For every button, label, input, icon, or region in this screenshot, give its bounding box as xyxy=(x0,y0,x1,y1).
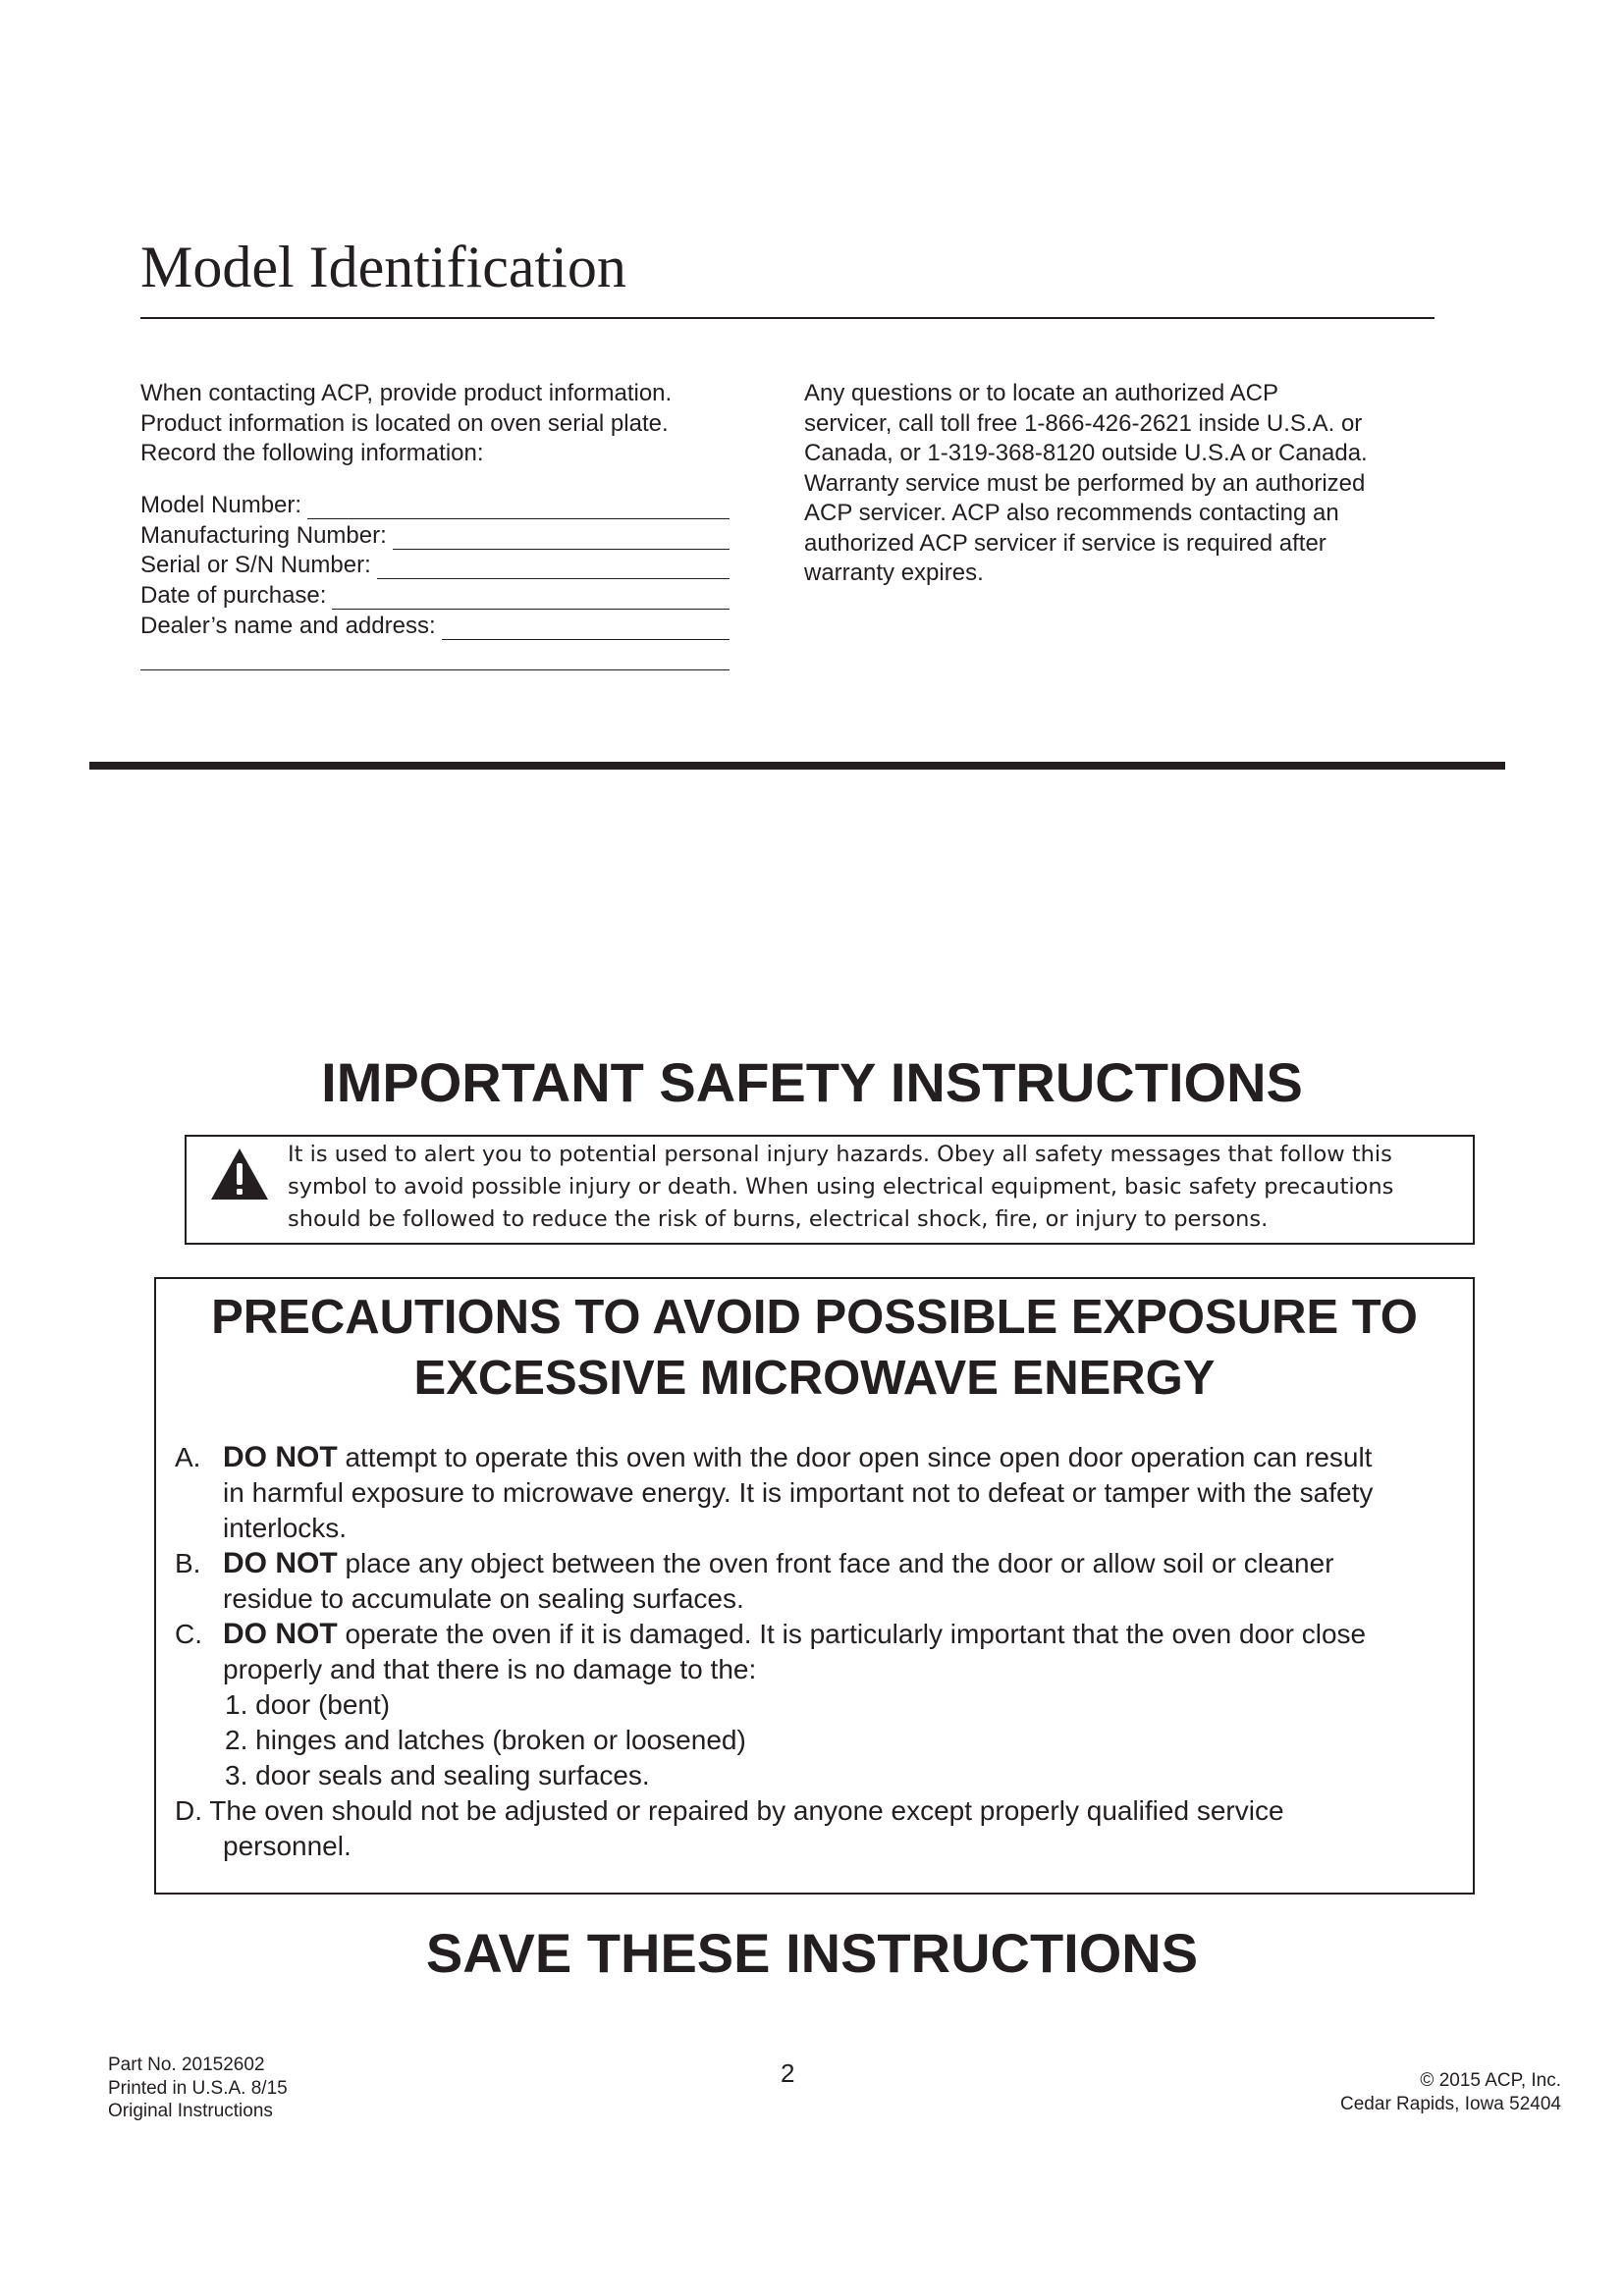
service-line: authorized ACP servicer if service is required after xyxy=(804,529,1326,557)
do-not-emphasis: DO NOT xyxy=(223,1547,338,1579)
record-fields xyxy=(140,489,730,670)
service-line: Canada, or 1-319-368-8120 outside U.S.A or Canada. xyxy=(804,440,1368,466)
footer-line: Printed in U.S.A. 8/15 xyxy=(108,2077,288,2099)
alert-line: symbol to avoid possible injury or death. When using electrical equipment, basic safety precautions xyxy=(288,1174,1394,1200)
blank-line xyxy=(393,527,730,550)
manufacturing-number-field xyxy=(140,519,730,550)
model-number-field xyxy=(140,489,730,519)
service-line: servicer, call toll free 1-866-426-2621 inside U.S.A. or xyxy=(804,409,1363,437)
footer-line: Original Instructions xyxy=(108,2101,273,2121)
blank-line xyxy=(140,648,730,670)
precautions-heading-line: PRECAUTIONS TO AVOID POSSIBLE EXPOSURE TO xyxy=(211,1291,1418,1344)
field-label: Manufacturing Number: xyxy=(140,521,387,549)
blank-line xyxy=(332,587,730,610)
service-line: ACP servicer. ACP also recommends contacting an xyxy=(804,500,1339,526)
title-underline xyxy=(140,317,1435,319)
footer-line: Cedar Rapids, Iowa 52404 xyxy=(1340,2093,1561,2114)
precautions-heading-line: EXCESSIVE MICROWAVE ENERGY xyxy=(413,1352,1216,1405)
precaution-item-b xyxy=(175,1546,1451,1617)
precautions-heading xyxy=(154,1287,1475,1409)
safety-instructions-heading: IMPORTANT SAFETY INSTRUCTIONS xyxy=(321,1051,1303,1113)
serial-number-field xyxy=(140,550,730,580)
page-number: 2 xyxy=(781,2058,795,2088)
item-text: place any object between the oven front face and the door or allow soil or cleaner xyxy=(337,1548,1334,1578)
service-contact-info xyxy=(804,379,1433,589)
precaution-item-c xyxy=(175,1617,1451,1793)
field-label: Serial or S/N Number: xyxy=(140,552,371,579)
alert-line: It is used to alert you to potential personal injury hazards. Obey all safety messages that follow this xyxy=(288,1142,1392,1167)
sub-item: 2. hinges and latches (broken or loosened) xyxy=(225,1725,746,1755)
item-text: residue to accumulate on sealing surfaces. xyxy=(223,1583,744,1614)
warning-triangle-icon xyxy=(209,1147,270,1201)
blank-line xyxy=(307,497,730,519)
field-label: Date of purchase: xyxy=(140,582,327,610)
safety-alert-text xyxy=(288,1139,1461,1236)
item-text: attempt to operate this oven with the door open since open door operation can result xyxy=(337,1442,1373,1472)
alert-line: should be followed to reduce the risk of burns, electrical shock, fire, or injury to persons. xyxy=(288,1206,1269,1232)
item-text: personnel. xyxy=(223,1831,352,1861)
service-line: Warranty service must be performed by an authorized xyxy=(804,469,1366,497)
precaution-item-a xyxy=(175,1440,1451,1546)
field-label: Model Number: xyxy=(140,491,302,518)
item-text: interlocks. xyxy=(223,1513,348,1543)
field-label: Dealer’s name and address: xyxy=(140,612,436,639)
intro-line: Record the following information: xyxy=(140,440,484,466)
dealer-name-address-field xyxy=(140,610,730,640)
footer-line: Part No. 20152602 xyxy=(108,2055,265,2075)
item-marker: C. xyxy=(175,1619,202,1649)
do-not-emphasis: DO NOT xyxy=(223,1441,338,1473)
section-divider xyxy=(89,762,1505,770)
item-text: in harmful exposure to microwave energy. It is important not to defeat or tamper with the safety xyxy=(223,1477,1374,1508)
item-text: operate the oven if it is damaged. It is particularly important that the oven door close xyxy=(337,1619,1367,1649)
sub-item: 3. door seals and sealing surfaces. xyxy=(225,1760,650,1790)
item-text: D. The oven should not be adjusted or repaired by anyone except properly qualified service xyxy=(175,1795,1284,1826)
service-line: warranty expires. xyxy=(804,560,984,586)
intro-line: When contacting ACP, provide product information. xyxy=(140,380,673,406)
save-instructions-heading: SAVE THESE INSTRUCTIONS xyxy=(425,1922,1199,1984)
precautions-list xyxy=(175,1440,1451,1864)
section-title-model-identification: Model Identification xyxy=(140,235,626,299)
item-marker: A. xyxy=(175,1442,201,1472)
blank-line xyxy=(377,557,730,579)
intro-line: Product information is located on oven serial plate. xyxy=(140,409,669,437)
do-not-emphasis: DO NOT xyxy=(223,1618,338,1650)
item-marker: B. xyxy=(175,1548,201,1578)
footer-line: © 2015 ACP, Inc. xyxy=(1420,2070,1561,2091)
precaution-item-d xyxy=(175,1793,1451,1864)
sub-item: 1. door (bent) xyxy=(225,1689,391,1720)
model-info-intro xyxy=(140,379,739,469)
dealer-address-extra-line xyxy=(140,640,730,670)
date-of-purchase-field xyxy=(140,579,730,610)
footer-company-info xyxy=(1340,2069,1561,2115)
service-line: Any questions or to locate an authorized ACP xyxy=(804,380,1278,406)
blank-line xyxy=(442,617,730,640)
item-text: properly and that there is no damage to the: xyxy=(223,1654,757,1684)
footer-part-info xyxy=(108,2054,288,2123)
